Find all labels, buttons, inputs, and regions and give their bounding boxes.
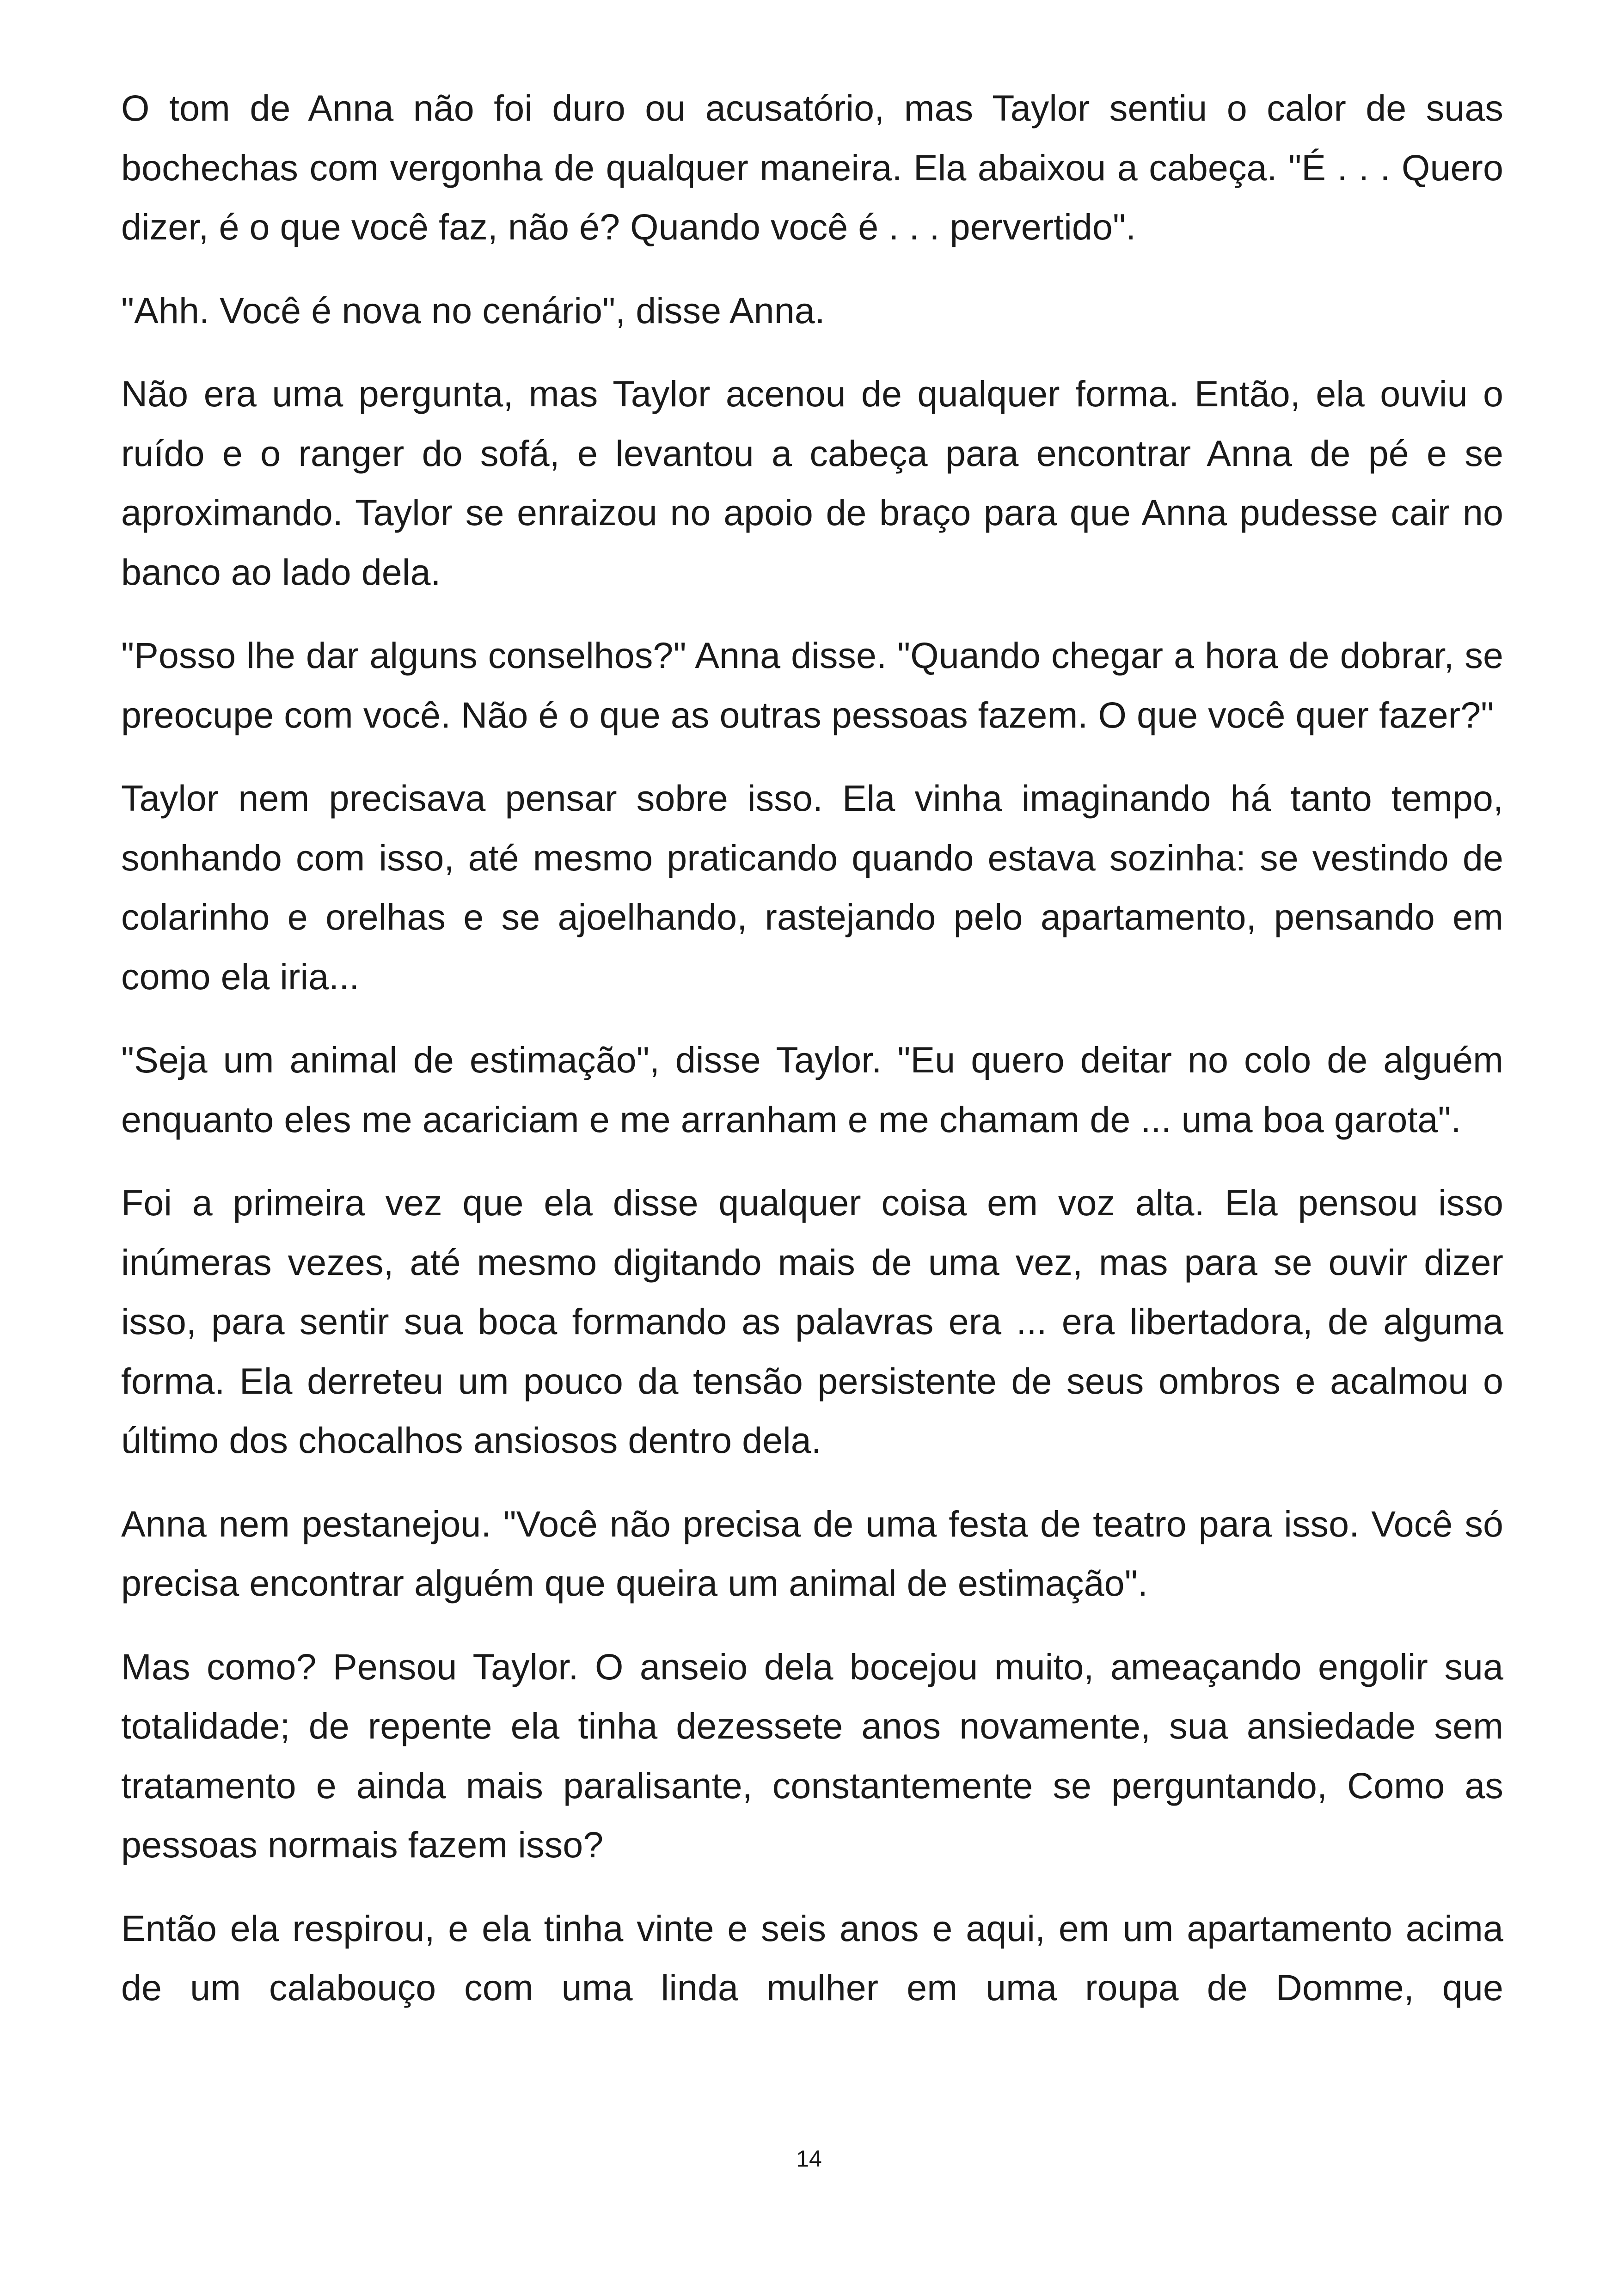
paragraph: O tom de Anna não foi duro ou acusatório, mas Taylor sentiu o calor de suas bochechas com vergonha de qualquer maneira. Ela abaixou a cabeça. "É . . . Quero dizer, é o que você faz, não é? Quando você é . . . pervertido". — [121, 87, 1503, 247]
paragraph: "Ahh. Você é nova no cenário", disse Anna. — [121, 289, 825, 331]
paragraph: "Seja um animal de estimação", disse Taylor. "Eu quero deitar no colo de alguém enquanto eles me acariciam e me arranham e me chamam de ... uma boa garota". — [121, 1039, 1503, 1140]
paragraph: Taylor nem precisava pensar sobre isso. Ela vinha imaginando há tanto tempo, sonhando com isso, até mesmo praticando quando estava sozinha: se vestindo de colarinho e orelhas e se ajoelhando, rastejando pelo apartamento, pensando em como ela iria... — [121, 778, 1503, 997]
document-page — [121, 79, 1503, 2042]
paragraph: Não era uma pergunta, mas Taylor acenou de qualquer forma. Então, ela ouviu o ruído e o ranger do sofá, e levantou a cabeça para encontrar Anna de pé e se aproximando. Taylor se enraizou no apoio de braço para que Anna pudesse cair no banco ao lado dela. — [121, 373, 1503, 593]
paragraph: "Posso lhe dar alguns conselhos?" Anna disse. "Quando chegar a hora de dobrar, se preocupe com você. Não é o que as outras pessoas fazem. O que você quer fazer?" — [121, 635, 1503, 735]
paragraph: Foi a primeira vez que ela disse qualquer coisa em voz alta. Ela pensou isso inúmeras vezes, até mesmo digitando mais de uma vez, mas para se ouvir dizer isso, para sentir sua boca formando as palavras era ... era libertadora, de alguma forma. Ela derreteu um pouco da tensão persistente de seus ombros e acalmou o último dos chocalhos ansiosos dentro dela. — [121, 1182, 1503, 1461]
paragraph: Anna nem pestanejou. "Você não precisa de uma festa de teatro para isso. Você só precisa encontrar alguém que queira um animal de estimação". — [121, 1503, 1503, 1604]
paragraph: Então ela respirou, e ela tinha vinte e seis anos e aqui, em um apartamento acima de um calabouço com uma linda mulher em uma roupa de Domme, que — [121, 1907, 1503, 2008]
page-number: 14 — [796, 2146, 822, 2172]
paragraph: Mas como? Pensou Taylor. O anseio dela bocejou muito, ameaçando engolir sua totalidade; de repente ela tinha dezessete anos novamente, sua ansiedade sem tratamento e ainda mais paralisante, constantemente se perguntando, Como as pessoas normais fazem isso? — [121, 1646, 1503, 1865]
